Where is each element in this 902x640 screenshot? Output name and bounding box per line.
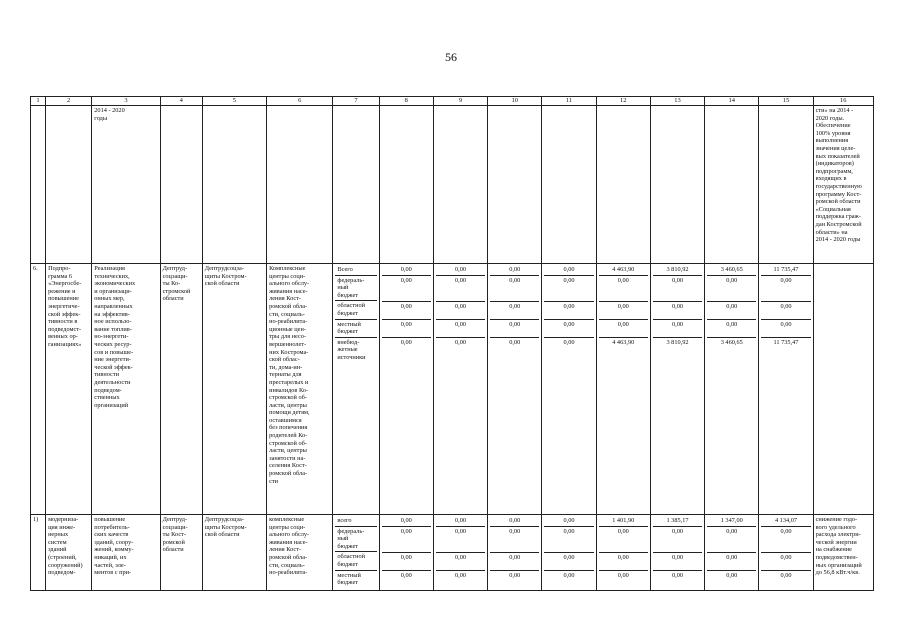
text-line: подпрограмм, xyxy=(815,167,853,175)
funding-value: 3 810,92 xyxy=(666,339,689,347)
subprogram-6-row xyxy=(31,264,874,515)
row6-val-col10 xyxy=(488,264,542,515)
text-line: расхода электри- xyxy=(815,531,861,539)
text-line: нерных xyxy=(48,531,69,539)
row1-val-col13 xyxy=(650,515,704,591)
text-line: ты Ко- xyxy=(162,280,181,288)
text-line: ственных xyxy=(94,394,120,402)
text-line: сти, социаль- xyxy=(269,561,305,569)
funding-value: 0,00 xyxy=(653,302,702,320)
text-line: (индикаторов) xyxy=(815,160,854,168)
text-line: Подпро- xyxy=(48,265,71,272)
funding-source-label: бюджет xyxy=(337,328,358,336)
row1-val-col12 xyxy=(596,515,650,591)
funding-value: 0,00 xyxy=(780,571,792,579)
funding-value: 0,00 xyxy=(509,571,521,579)
column-number-11: 11 xyxy=(542,97,596,106)
funding-source-label: жетные xyxy=(337,346,358,354)
funding-value: 0,00 xyxy=(544,276,593,302)
text-line: 100% уровня xyxy=(815,129,851,137)
funding-value: 0,00 xyxy=(707,320,756,338)
text-line: Обеспечение xyxy=(815,122,851,130)
row1-val-col11 xyxy=(542,515,596,591)
text-line: ромской обла- xyxy=(269,302,308,310)
text-line: ального обслу- xyxy=(269,280,310,288)
text-line: селения Кост- xyxy=(269,462,307,470)
row1-result xyxy=(813,515,873,591)
text-line: ромской xyxy=(162,538,185,546)
measure-1-row xyxy=(31,515,874,591)
text-line: вого удельного xyxy=(815,523,856,531)
text-line: ция инже- xyxy=(48,523,76,531)
text-line: зданий xyxy=(48,546,67,554)
text-line: сооружений) xyxy=(48,561,83,569)
funding-value: 0,00 xyxy=(436,516,485,527)
row6-name xyxy=(46,264,92,515)
text-line: систем xyxy=(48,538,67,546)
funding-value: 11 735,47 xyxy=(761,265,810,276)
funding-source xyxy=(335,516,376,527)
text-line: на эффектив- xyxy=(94,310,130,318)
funding-value: 0,00 xyxy=(544,320,593,338)
row1-goal xyxy=(92,515,160,591)
funding-value: 0,00 xyxy=(436,276,485,302)
text-line: области xyxy=(162,295,184,303)
text-line: организаций xyxy=(94,401,129,409)
funding-value: 0,00 xyxy=(436,553,485,571)
text-line: (строений, xyxy=(48,553,77,561)
funding-value: 0,00 xyxy=(599,527,648,553)
page-number: 56 xyxy=(445,50,457,64)
text-line: но-реабилита- xyxy=(269,318,308,326)
text-line: Комплексные xyxy=(269,265,306,272)
funding-source-label: ный xyxy=(337,535,349,543)
row6-goal xyxy=(92,264,160,515)
text-line: ты Кост- xyxy=(162,531,186,539)
row6-val-col15 xyxy=(759,264,813,515)
text-line: ской области xyxy=(204,280,240,288)
text-line: направленных xyxy=(94,302,133,310)
text-line: тернаты для xyxy=(269,371,302,379)
funding-value: 0,00 xyxy=(382,553,431,571)
text-line: грамма 6 xyxy=(48,272,73,280)
row1-sources xyxy=(333,515,379,591)
text-line: государственную xyxy=(815,182,862,190)
text-line: стромской об- xyxy=(269,394,307,402)
text-line: щиты Костром- xyxy=(204,272,247,280)
funding-value: 0,00 xyxy=(436,302,485,320)
row6-val-col13 xyxy=(650,264,704,515)
text-line: «Энергосбе- xyxy=(48,280,82,288)
funding-value: 0,00 xyxy=(400,571,412,579)
funding-value: 0,00 xyxy=(490,553,539,571)
funding-value: 0,00 xyxy=(490,276,539,302)
funding-value: 0,00 xyxy=(509,339,521,347)
row1-participants xyxy=(267,515,333,591)
cont-cell-5 xyxy=(202,106,266,264)
row6-number: 6. xyxy=(31,264,46,515)
text-line: Дептруд- xyxy=(162,265,188,272)
funding-value: 0,00 xyxy=(599,276,648,302)
text-line: ления Кост- xyxy=(269,546,302,554)
text-line: подведом- xyxy=(94,386,122,394)
funding-value: 0,00 xyxy=(382,320,431,338)
text-line: ласти, центры xyxy=(269,401,307,409)
funding-value: 0,00 xyxy=(490,302,539,320)
text-line: ганизациях» xyxy=(48,340,82,348)
funding-value: 0,00 xyxy=(544,527,593,553)
text-line: снижение годо- xyxy=(815,516,858,523)
text-line: сти» на 2014 - xyxy=(815,107,854,114)
row6-sources xyxy=(333,264,379,515)
text-line: Реализация xyxy=(94,265,125,272)
cont-cell-14 xyxy=(705,106,759,264)
text-line: подведом- xyxy=(48,569,76,577)
text-line: на снабжение xyxy=(815,546,852,554)
text-line: ской облас- xyxy=(269,356,300,364)
column-number-13: 13 xyxy=(650,97,704,106)
text-line: экономических xyxy=(94,280,136,288)
funding-value: 0,00 xyxy=(761,553,810,571)
funding-source xyxy=(335,276,376,302)
cont-cell-8 xyxy=(379,106,433,264)
funding-value: 0,00 xyxy=(761,302,810,320)
text-line: щиты Костром- xyxy=(204,523,247,531)
text-line: оставшимся xyxy=(269,416,302,424)
continuation-row xyxy=(31,106,874,264)
text-line: области xyxy=(162,546,184,554)
funding-value: 4 463,90 xyxy=(599,265,648,276)
funding-value: 0,00 xyxy=(544,516,593,527)
text-line: ное использо- xyxy=(94,318,132,326)
row6-result xyxy=(813,264,873,515)
text-line: 2020 годы. xyxy=(815,114,845,122)
cont-cell-11 xyxy=(542,106,596,264)
column-number-6: 6 xyxy=(267,97,333,106)
cont-cell-6 xyxy=(267,106,333,264)
text-line: ческой энергии xyxy=(815,538,857,546)
row1-val-col8 xyxy=(379,515,433,591)
funding-value: 0,00 xyxy=(761,320,810,338)
text-line: значения целе- xyxy=(815,144,856,152)
funding-source xyxy=(335,552,376,570)
column-number-9: 9 xyxy=(433,97,487,106)
funding-value: 0,00 xyxy=(617,571,629,579)
funding-value: 0,00 xyxy=(707,527,756,553)
funding-value: 0,00 xyxy=(490,265,539,276)
text-line: онных мер, xyxy=(94,295,125,303)
text-line: модерниза- xyxy=(48,516,79,523)
text-line: ромской обла- xyxy=(269,553,308,561)
column-number-10: 10 xyxy=(488,97,542,106)
text-line: подведомст- xyxy=(48,325,82,333)
text-line: «Социальная xyxy=(815,205,851,213)
row6-customer xyxy=(160,264,202,515)
text-line: ских качеств xyxy=(94,531,129,539)
funding-source-label: источники xyxy=(337,353,366,361)
text-line: ментов с при- xyxy=(94,569,132,577)
funding-value: 0,00 xyxy=(382,265,431,276)
text-line: жений, комму- xyxy=(94,546,134,554)
funding-source xyxy=(335,338,376,363)
text-line: частей, эле- xyxy=(94,561,126,569)
funding-source-label: местный xyxy=(337,571,361,579)
funding-value: 0,00 xyxy=(599,553,648,571)
funding-value: 1 385,17 xyxy=(653,516,702,527)
text-line: помощи детям, xyxy=(269,409,310,417)
column-number-5: 5 xyxy=(202,97,266,106)
text-line: без попечения xyxy=(269,424,308,432)
funding-value: 0,00 xyxy=(382,276,431,302)
funding-value: 0,00 xyxy=(490,516,539,527)
text-line: энергетиче- xyxy=(48,302,80,310)
row1-executor xyxy=(202,515,266,591)
text-line: 2014 - 2020 xyxy=(94,107,125,114)
row6-val-col12 xyxy=(596,264,650,515)
funding-value: 3 810,92 xyxy=(653,265,702,276)
text-line: соцзащи- xyxy=(162,272,188,280)
funding-value: 0,00 xyxy=(653,276,702,302)
funding-source-label: федераль- xyxy=(337,527,365,535)
funding-value: 0,00 xyxy=(490,527,539,553)
text-line: ние энергети- xyxy=(94,356,131,364)
funding-value: 0,00 xyxy=(671,571,683,579)
funding-source-label: бюджет xyxy=(337,579,358,587)
funding-value: 0,00 xyxy=(563,339,575,347)
cont-cell-1 xyxy=(31,106,46,264)
text-line: комплексные xyxy=(269,516,305,523)
row6-val-col8 xyxy=(379,264,433,515)
text-line: стромской xyxy=(162,287,191,295)
funding-value: 0,00 xyxy=(599,320,648,338)
funding-source-label: всего xyxy=(337,517,352,524)
funding-value: 1 347,00 xyxy=(707,516,756,527)
text-line: программу Кост- xyxy=(815,190,862,198)
column-number-16: 16 xyxy=(813,97,873,106)
text-line: ных организаций xyxy=(815,561,862,569)
row1-number: 1) xyxy=(31,515,46,591)
cont-cell-10 xyxy=(488,106,542,264)
text-line: престарелых и xyxy=(269,378,309,386)
text-line: сти xyxy=(269,477,278,485)
funding-value: 0,00 xyxy=(382,516,431,527)
text-line: соцзащи- xyxy=(162,523,188,531)
text-line: тивности в xyxy=(48,318,78,326)
program-table xyxy=(30,96,874,591)
text-line: инвалидов Ко- xyxy=(269,386,309,394)
text-line: ального обслу- xyxy=(269,531,310,539)
text-line: венных ор- xyxy=(48,333,78,341)
column-number-8: 8 xyxy=(379,97,433,106)
funding-value: 0,00 xyxy=(653,320,702,338)
funding-value: 0,00 xyxy=(761,527,810,553)
text-line: но-реабилита- xyxy=(269,569,308,577)
funding-value: 0,00 xyxy=(761,276,810,302)
cont-cell-2 xyxy=(46,106,92,264)
text-line: но-энергети- xyxy=(94,333,129,341)
funding-source-label: федераль- xyxy=(337,276,365,284)
row6-executor xyxy=(202,264,266,515)
text-line: занятости на- xyxy=(269,454,306,462)
funding-value: 0,00 xyxy=(400,339,412,347)
text-line: Дептруд- xyxy=(162,516,188,523)
text-line: до 56,8 кВт.ч/кв. xyxy=(815,569,860,577)
text-line: дан Костромской xyxy=(815,220,862,228)
funding-value: 1 401,90 xyxy=(599,516,648,527)
text-line: тры для несо- xyxy=(269,333,307,341)
funding-source-label: Всего xyxy=(337,266,353,273)
row6-val-col9 xyxy=(433,264,487,515)
text-line: вых показателей xyxy=(815,152,860,160)
row1-val-col10 xyxy=(488,515,542,591)
row1-customer xyxy=(160,515,202,591)
text-line: ческих ресур- xyxy=(94,340,132,348)
text-line: повышение xyxy=(94,516,126,523)
funding-value: 0,00 xyxy=(707,302,756,320)
text-line: сов и повыше- xyxy=(94,348,134,356)
funding-value: 11 735,47 xyxy=(773,339,799,347)
text-line: и организаци- xyxy=(94,287,132,295)
funding-value: 0,00 xyxy=(544,265,593,276)
cont-cell-9 xyxy=(433,106,487,264)
text-line: ционные цен- xyxy=(269,325,306,333)
funding-source xyxy=(335,527,376,553)
funding-value: 0,00 xyxy=(707,553,756,571)
text-line: подведомствен- xyxy=(815,553,858,561)
funding-value: 3 460,65 xyxy=(707,265,756,276)
funding-value: 3 460,65 xyxy=(720,339,743,347)
column-number-4: 4 xyxy=(160,97,202,106)
row1-val-col14 xyxy=(705,515,759,591)
funding-value: 0,00 xyxy=(436,320,485,338)
text-line: ления Кост- xyxy=(269,295,302,303)
funding-source-label: местный xyxy=(337,320,361,328)
column-number-14: 14 xyxy=(705,97,759,106)
cont-cell-15 xyxy=(759,106,813,264)
funding-source-label: областной xyxy=(337,553,365,561)
text-line: Дептрудсоцза- xyxy=(204,265,244,272)
column-number-3: 3 xyxy=(92,97,160,106)
row1-val-col9 xyxy=(433,515,487,591)
text-line: ской области xyxy=(204,531,240,539)
cont-cell-12 xyxy=(596,106,650,264)
funding-value: 0,00 xyxy=(544,553,593,571)
funding-value: 0,00 xyxy=(707,276,756,302)
row1-name xyxy=(46,515,92,591)
funding-value: 4 463,90 xyxy=(612,339,635,347)
text-line: стромской об- xyxy=(269,439,307,447)
column-number-15: 15 xyxy=(759,97,813,106)
text-line: потребитель- xyxy=(94,523,130,531)
text-line: области» на xyxy=(815,228,848,236)
text-line: выполнения xyxy=(815,137,849,145)
text-line: деятельности xyxy=(94,378,131,386)
funding-value: 0,00 xyxy=(490,320,539,338)
funding-source-label: бюджет xyxy=(337,560,358,568)
text-line: Дептрудсоцза- xyxy=(204,516,244,523)
text-line: ской эффек- xyxy=(48,310,81,318)
funding-source-label: ный xyxy=(337,284,349,292)
text-line: технических, xyxy=(94,272,130,280)
funding-source xyxy=(335,301,376,319)
text-line: 2014 - 2020 годы xyxy=(815,236,861,244)
funding-source-label: внебюд- xyxy=(337,338,360,346)
funding-value: 0,00 xyxy=(382,302,431,320)
funding-source xyxy=(335,265,376,276)
text-line: центры соци- xyxy=(269,523,306,531)
text-line: них Кострома- xyxy=(269,348,309,356)
text-line: повышение xyxy=(48,295,79,303)
column-number-1: 1 xyxy=(31,97,46,106)
text-line: живания насе- xyxy=(269,538,308,546)
funding-source-label: областной xyxy=(337,302,365,310)
funding-value: 0,00 xyxy=(563,571,575,579)
row6-val-col14 xyxy=(705,264,759,515)
column-number-7: 7 xyxy=(333,97,379,106)
funding-source-label: бюджет xyxy=(337,309,358,317)
text-line: годы xyxy=(94,114,108,122)
funding-value: 0,00 xyxy=(653,527,702,553)
funding-source xyxy=(335,320,376,338)
text-line: вание топлив- xyxy=(94,325,132,333)
funding-source-label: бюджет xyxy=(337,291,358,299)
text-line: тивности xyxy=(94,371,119,379)
funding-source-label: бюджет xyxy=(337,542,358,550)
row6-val-col11 xyxy=(542,264,596,515)
column-number-row xyxy=(31,97,874,106)
funding-value: 0,00 xyxy=(544,302,593,320)
funding-value: 0,00 xyxy=(599,302,648,320)
text-line: входящих в xyxy=(815,175,847,183)
text-line: центры соци- xyxy=(269,272,306,280)
funding-source xyxy=(335,571,376,588)
cont-result xyxy=(813,106,873,264)
funding-value: 0,00 xyxy=(454,339,466,347)
text-line: режение и xyxy=(48,287,76,295)
row1-val-col15 xyxy=(759,515,813,591)
funding-value: 0,00 xyxy=(454,571,466,579)
cont-cell-13 xyxy=(650,106,704,264)
text-line: ласти, центры xyxy=(269,447,307,455)
text-line: вершеннолет- xyxy=(269,340,307,348)
text-line: сти, социаль- xyxy=(269,310,305,318)
column-number-12: 12 xyxy=(596,97,650,106)
funding-value: 0,00 xyxy=(653,553,702,571)
column-number-2: 2 xyxy=(46,97,92,106)
cont-period xyxy=(92,106,160,264)
funding-value: 0,00 xyxy=(436,527,485,553)
funding-value: 0,00 xyxy=(726,571,738,579)
funding-value: 4 134,07 xyxy=(761,516,810,527)
text-line: ческой эффек- xyxy=(94,363,133,371)
text-line: родителей Ко- xyxy=(269,432,308,440)
funding-value: 0,00 xyxy=(382,527,431,553)
text-line: живания насе- xyxy=(269,287,308,295)
cont-cell-7 xyxy=(333,106,379,264)
cont-cell-4 xyxy=(160,106,202,264)
text-line: ромской области xyxy=(815,198,861,206)
text-line: поддержка граж- xyxy=(815,213,861,221)
text-line: зданий, соору- xyxy=(94,538,134,546)
text-line: никаций, их xyxy=(94,553,127,561)
row6-participants xyxy=(267,264,333,515)
text-line: ромской обла- xyxy=(269,470,308,478)
text-line: ти, дома-ин- xyxy=(269,363,303,371)
funding-value: 0,00 xyxy=(436,265,485,276)
